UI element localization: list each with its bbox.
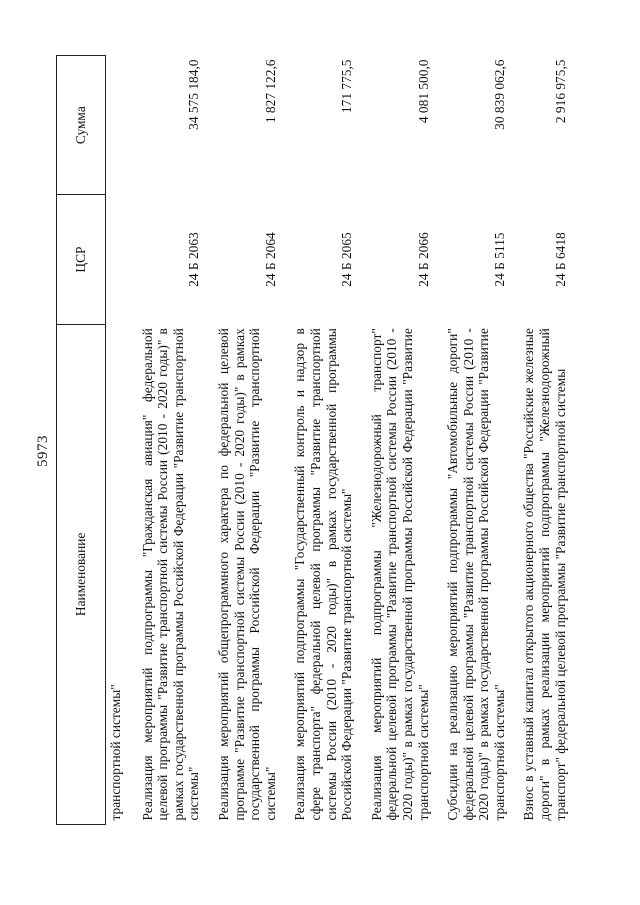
table-row — [278, 56, 354, 825]
budget-table — [56, 55, 568, 825]
row-sum: 1 827 122,6 — [262, 59, 278, 124]
row-csr: 24 Б 2065 — [339, 232, 355, 287]
header-csr: ЦСР — [57, 195, 106, 324]
table-header-row — [57, 56, 106, 825]
row-name: Реализация мероприятий подпрограммы "Гражданская авиация" федеральной целевой программы "Развитие транспортной системы России (2010 - 2020 годы)" в рамках государственной программы Российской Федерации "Развитие транспортной системы" — [139, 328, 202, 821]
row-name: Реализация мероприятий общепрограммного характера по федеральной целевой программе "Развитие транспортной системы России (2010 - 2020 годы)" в рамках государственной программы Российской Федерации "Развитие транспортной системы" — [215, 328, 278, 821]
table-row — [355, 56, 431, 825]
continued-row — [106, 56, 126, 825]
row-sum: 2 916 975,5 — [552, 59, 568, 124]
table-row — [431, 56, 507, 825]
row-sum: 34 575 184,0 — [186, 59, 202, 130]
table-row — [507, 56, 568, 825]
table-row — [202, 56, 278, 825]
row-csr: 24 Б 2064 — [262, 232, 278, 287]
row-name: Взнос в уставный капитал открытого акционерного общества "Российские железные дороги" в рамках реализации мероприятий подпрограммы "Железнодорожный транспорт" федеральной целевой программы "Развитие транспортной системы — [521, 328, 568, 821]
continued-text: транспортной системы" — [108, 684, 123, 821]
header-name: Наименование — [57, 324, 106, 824]
row-csr: 24 Б 2063 — [186, 232, 202, 287]
row-sum: 171 775,5 — [339, 59, 355, 114]
row-name: Реализация мероприятий подпрограммы "Государственный контроль и надзор в сфере транспорта" федеральной целевой программы "Развитие транспортной системы России (2010 - 2020 годы)" в рамках государственной программы Российской Федерации "Развитие транспортной системы" — [292, 328, 355, 821]
row-sum: 30 839 062,6 — [491, 59, 507, 130]
row-csr: 24 Б 5115 — [491, 232, 507, 287]
row-name: Реализация мероприятий подпрограммы "Железнодорожный транспорт" федеральной целевой программы "Развитие транспортной системы России (2010 - 2020 годы)" в рамках государственной программы Российской Федерации "Развитие транспортной системы" — [368, 328, 431, 821]
row-csr: 24 Б 6418 — [552, 232, 568, 287]
row-sum: 4 081 500,0 — [415, 59, 431, 124]
header-sum: Сумма — [57, 56, 106, 195]
row-name: Субсидии на реализацию мероприятий подпрограммы "Автомобильные дороги" федеральной целевой программы "Развитие транспортной системы России (2010 - 2020 годы)" в рамках государственной программы Российской Федерации "Развитие транспортной системы" — [445, 328, 507, 821]
page-number: 5973 — [35, 435, 51, 467]
row-csr: 24 Б 2066 — [415, 232, 431, 287]
table-row — [126, 56, 202, 825]
